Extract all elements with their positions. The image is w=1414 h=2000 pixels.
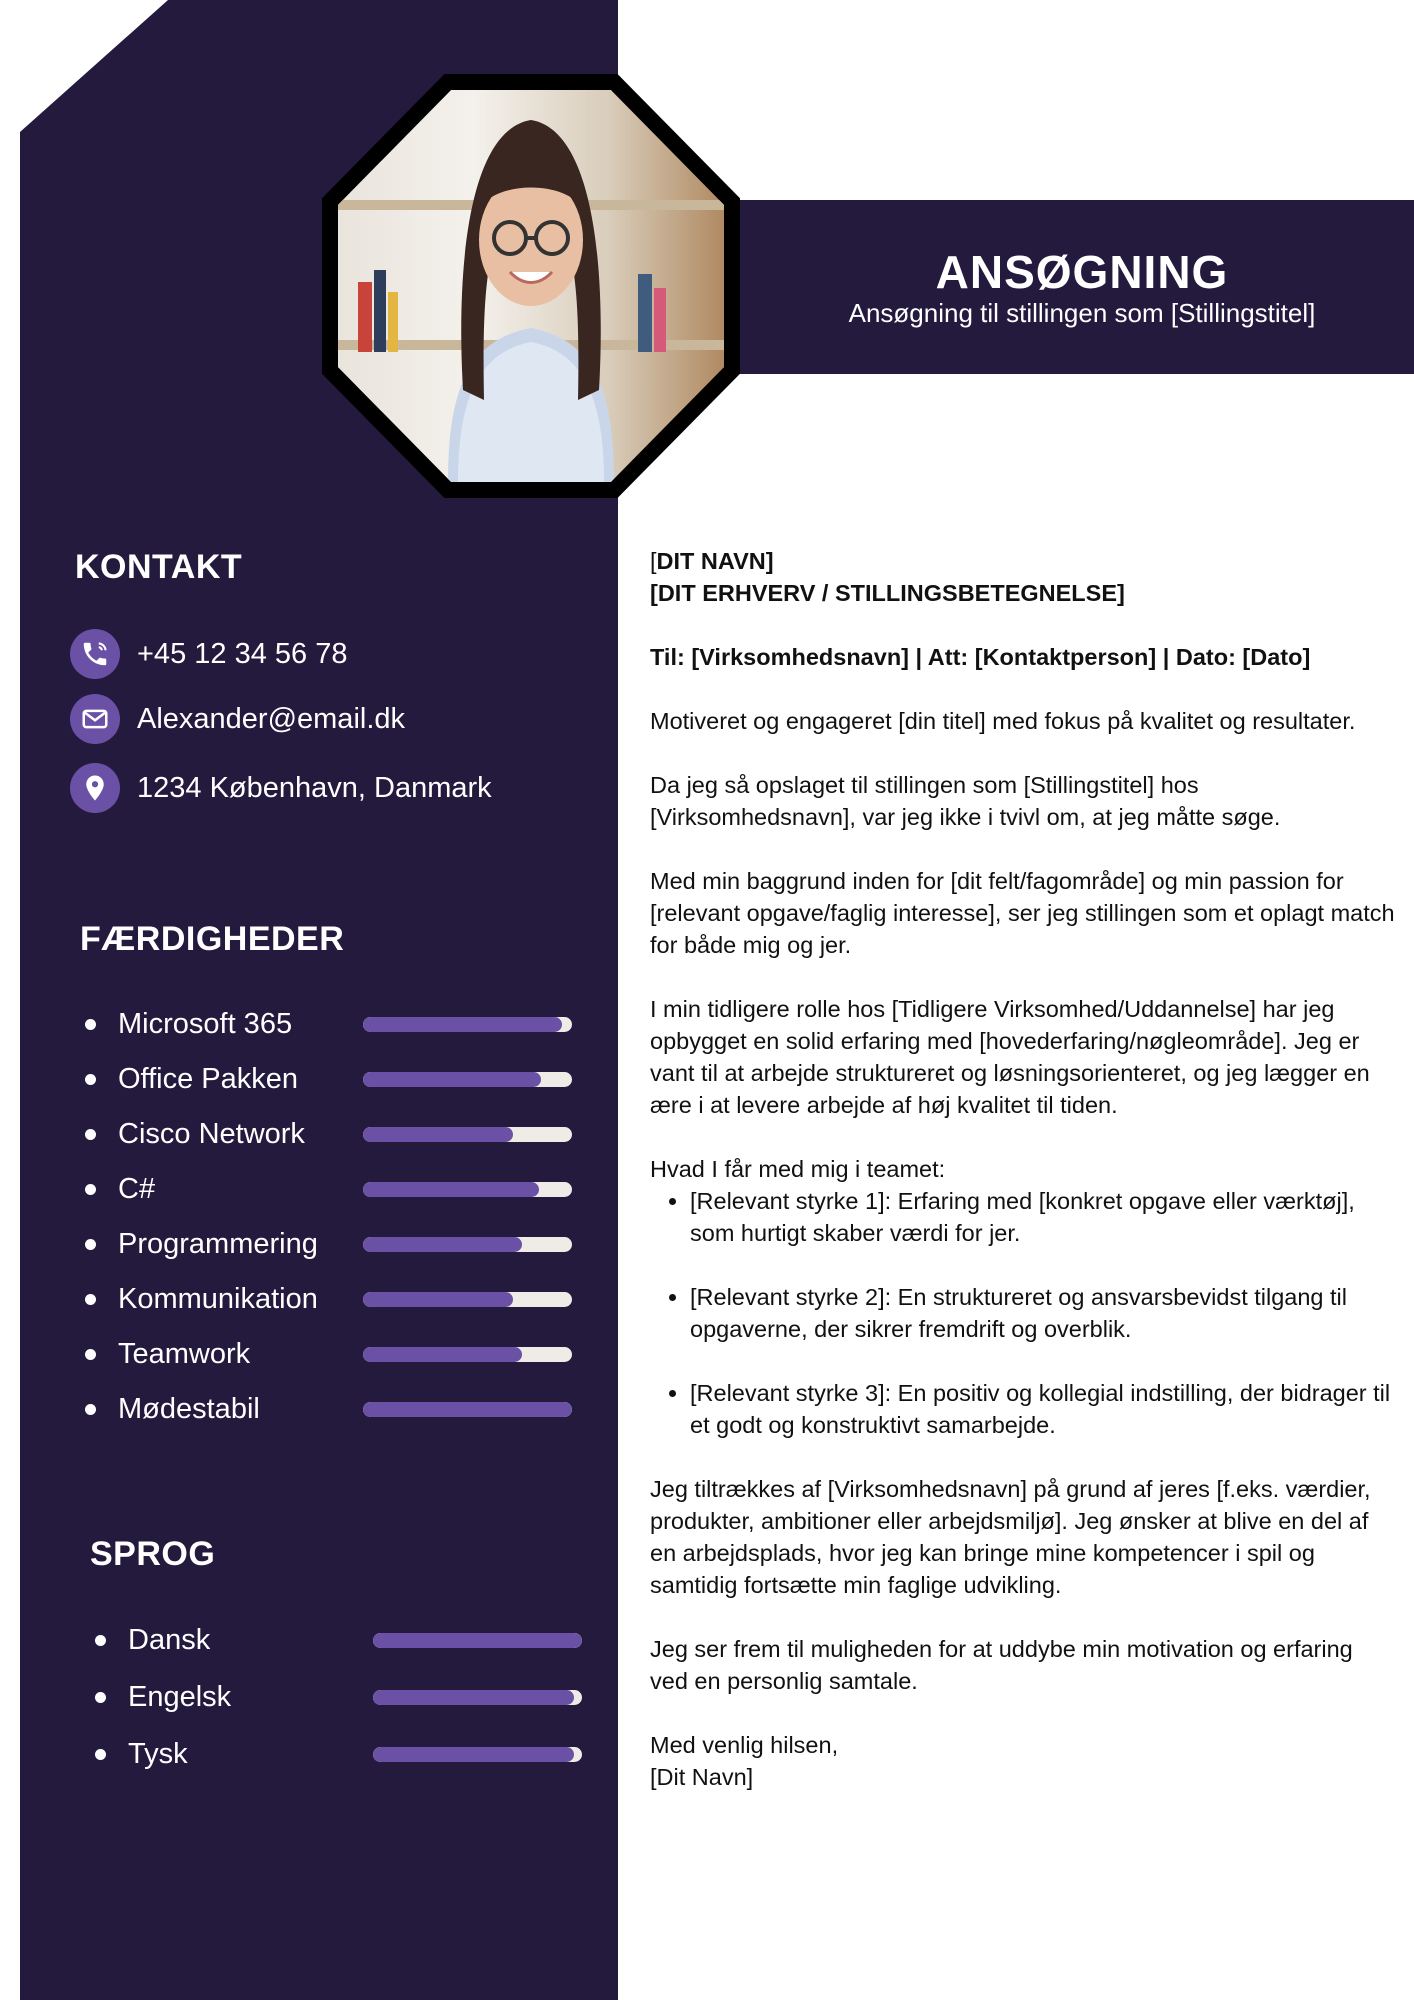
sign-off: Med venlig hilsen, bbox=[650, 1732, 839, 1758]
level-bar-track bbox=[363, 1182, 572, 1197]
skill-row bbox=[82, 1114, 572, 1154]
letter-paragraph: Da jeg så opslaget til stillingen som [Stillingstitel] hos [Virksomhedsnavn], var jeg ikke i tvivl om, at jeg måtte søge. bbox=[650, 772, 1281, 830]
level-bar-fill bbox=[363, 1402, 572, 1417]
level-bar-fill bbox=[373, 1747, 574, 1762]
page-title: ANSØGNING bbox=[935, 246, 1229, 298]
cover-letter bbox=[650, 545, 1395, 1825]
bullet-icon bbox=[85, 1349, 96, 1360]
recipient-line: Til: [Virksomhedsnavn] | Att: [Kontaktperson] | Dato: [Dato] bbox=[650, 644, 1311, 670]
page-subtitle: Ansøgning til stillingen som [Stillingstitel] bbox=[848, 298, 1316, 328]
skill-row bbox=[82, 1334, 572, 1374]
address-text: 1234 København, Danmark bbox=[137, 771, 492, 804]
phone-icon bbox=[70, 629, 120, 679]
bullet-icon bbox=[95, 1635, 106, 1646]
level-bar-track bbox=[363, 1347, 572, 1362]
skill-label: Kommunikation bbox=[118, 1283, 318, 1315]
level-bar-track bbox=[363, 1127, 572, 1142]
bullet-icon bbox=[85, 1129, 96, 1140]
skill-row bbox=[82, 1224, 572, 1264]
level-bar-fill bbox=[363, 1347, 522, 1362]
skill-row bbox=[82, 1059, 572, 1099]
strengths-list bbox=[650, 1185, 1395, 1441]
language-label: Tysk bbox=[128, 1738, 188, 1770]
letter-paragraph: Med min baggrund inden for [dit felt/fagområde] og min passion for [relevant opgave/faglig interesse], ser jeg stillingen som et oplagt match for både mig og jer. bbox=[650, 868, 1395, 958]
contact-email bbox=[70, 693, 405, 745]
list-item: • [Relevant styrke 2]: En struktureret og ansvarsbevidst tilgang til opgaverne, der sikrer fremdrift og overblik. bbox=[690, 1281, 1395, 1345]
skill-row bbox=[82, 1004, 572, 1044]
bullet-icon bbox=[95, 1692, 106, 1703]
letter-paragraph: Motiveret og engageret [din titel] med fokus på kvalitet og resultater. bbox=[650, 708, 1356, 734]
skill-label: Office Pakken bbox=[118, 1063, 299, 1095]
profile-photo-frame bbox=[322, 74, 740, 498]
letter-paragraph: Jeg ser frem til muligheden for at uddybe min motivation og erfaring ved en personlig samtale. bbox=[650, 1636, 1353, 1694]
applicant-name: DIT NAVN] bbox=[656, 548, 774, 574]
location-pin-icon bbox=[70, 763, 120, 813]
bullet-icon bbox=[85, 1294, 96, 1305]
level-bar-track bbox=[373, 1690, 582, 1705]
level-bar-fill bbox=[363, 1127, 513, 1142]
skill-label: Teamwork bbox=[118, 1338, 251, 1370]
applicant-profession: [DIT ERHVERV / STILLINGSBETEGNELSE] bbox=[650, 580, 1125, 606]
list-item: • [Relevant styrke 1]: Erfaring med [konkret opgave eller værktøj], som hurtigt skaber værdi for jer. bbox=[690, 1185, 1395, 1249]
bullet-icon bbox=[85, 1019, 96, 1030]
level-bar-fill bbox=[363, 1182, 539, 1197]
profile-photo bbox=[338, 90, 724, 482]
contact-heading: KONTAKT bbox=[75, 548, 243, 586]
language-label: Dansk bbox=[128, 1624, 211, 1656]
bullet-icon bbox=[85, 1239, 96, 1250]
language-row bbox=[92, 1620, 582, 1660]
level-bar-track bbox=[363, 1292, 572, 1307]
level-bar-fill bbox=[373, 1633, 582, 1648]
letter-name-line bbox=[650, 545, 1395, 577]
letter-paragraph: Jeg tiltrækkes af [Virksomhedsnavn] på grund af jeres [f.eks. værdier, produkter, ambitioner eller arbejdsmiljø]. Jeg ønsker at blive en del af en arbejdsplads, hvor jeg kan bringe mine kompetencer i spil og samtidig fortsætte min faglige udvikling. bbox=[650, 1476, 1371, 1598]
skill-row bbox=[82, 1169, 572, 1209]
level-bar-fill bbox=[363, 1292, 513, 1307]
list-item: • [Relevant styrke 3]: En positiv og kollegial indstilling, der bidrager til et godt og konstruktivt samarbejde. bbox=[690, 1377, 1395, 1441]
languages-heading: SPROG bbox=[90, 1535, 216, 1573]
skill-row bbox=[82, 1389, 572, 1429]
skill-label: Cisco Network bbox=[118, 1118, 305, 1150]
contact-address bbox=[70, 762, 492, 814]
level-bar-track bbox=[373, 1633, 582, 1648]
skill-label: Mødestabil bbox=[118, 1393, 260, 1425]
skill-label: Microsoft 365 bbox=[118, 1008, 293, 1040]
strengths-intro: Hvad I får med mig i teamet: bbox=[650, 1156, 946, 1182]
language-row bbox=[92, 1677, 582, 1717]
level-bar-fill bbox=[363, 1017, 562, 1032]
letter-paragraph: I min tidligere rolle hos [Tidligere Virksomhed/Uddannelse] har jeg opbygget en solid erfaring med [hovederfaring/nøgleområde]. Jeg er vant til at arbejde struktureret og løsningsorienteret, og jeg lægger en ære i at levere arbejde af høj kvalitet til tiden. bbox=[650, 996, 1370, 1118]
level-bar-track bbox=[363, 1072, 572, 1087]
email-text: Alexander@email.dk bbox=[137, 702, 406, 735]
level-bar-track bbox=[363, 1402, 572, 1417]
skill-row bbox=[82, 1279, 572, 1319]
language-row bbox=[92, 1734, 582, 1774]
skill-label: Programmering bbox=[118, 1228, 318, 1260]
signature: [Dit Navn] bbox=[650, 1764, 754, 1790]
bullet-icon bbox=[85, 1404, 96, 1415]
level-bar-track bbox=[363, 1017, 572, 1032]
language-label: Engelsk bbox=[128, 1681, 232, 1713]
contact-phone bbox=[70, 628, 347, 680]
bullet-icon bbox=[95, 1749, 106, 1760]
level-bar-fill bbox=[363, 1072, 541, 1087]
level-bar-track bbox=[373, 1747, 582, 1762]
phone-text: +45 12 34 56 78 bbox=[137, 637, 348, 670]
bullet-icon bbox=[85, 1074, 96, 1085]
skills-heading: FÆRDIGHEDER bbox=[80, 920, 345, 958]
level-bar-track bbox=[363, 1237, 572, 1252]
skill-label: C# bbox=[118, 1173, 156, 1205]
name-bracket: [ bbox=[650, 548, 657, 574]
bullet-icon bbox=[85, 1184, 96, 1195]
level-bar-fill bbox=[363, 1237, 522, 1252]
mail-icon bbox=[70, 694, 120, 744]
level-bar-fill bbox=[373, 1690, 574, 1705]
